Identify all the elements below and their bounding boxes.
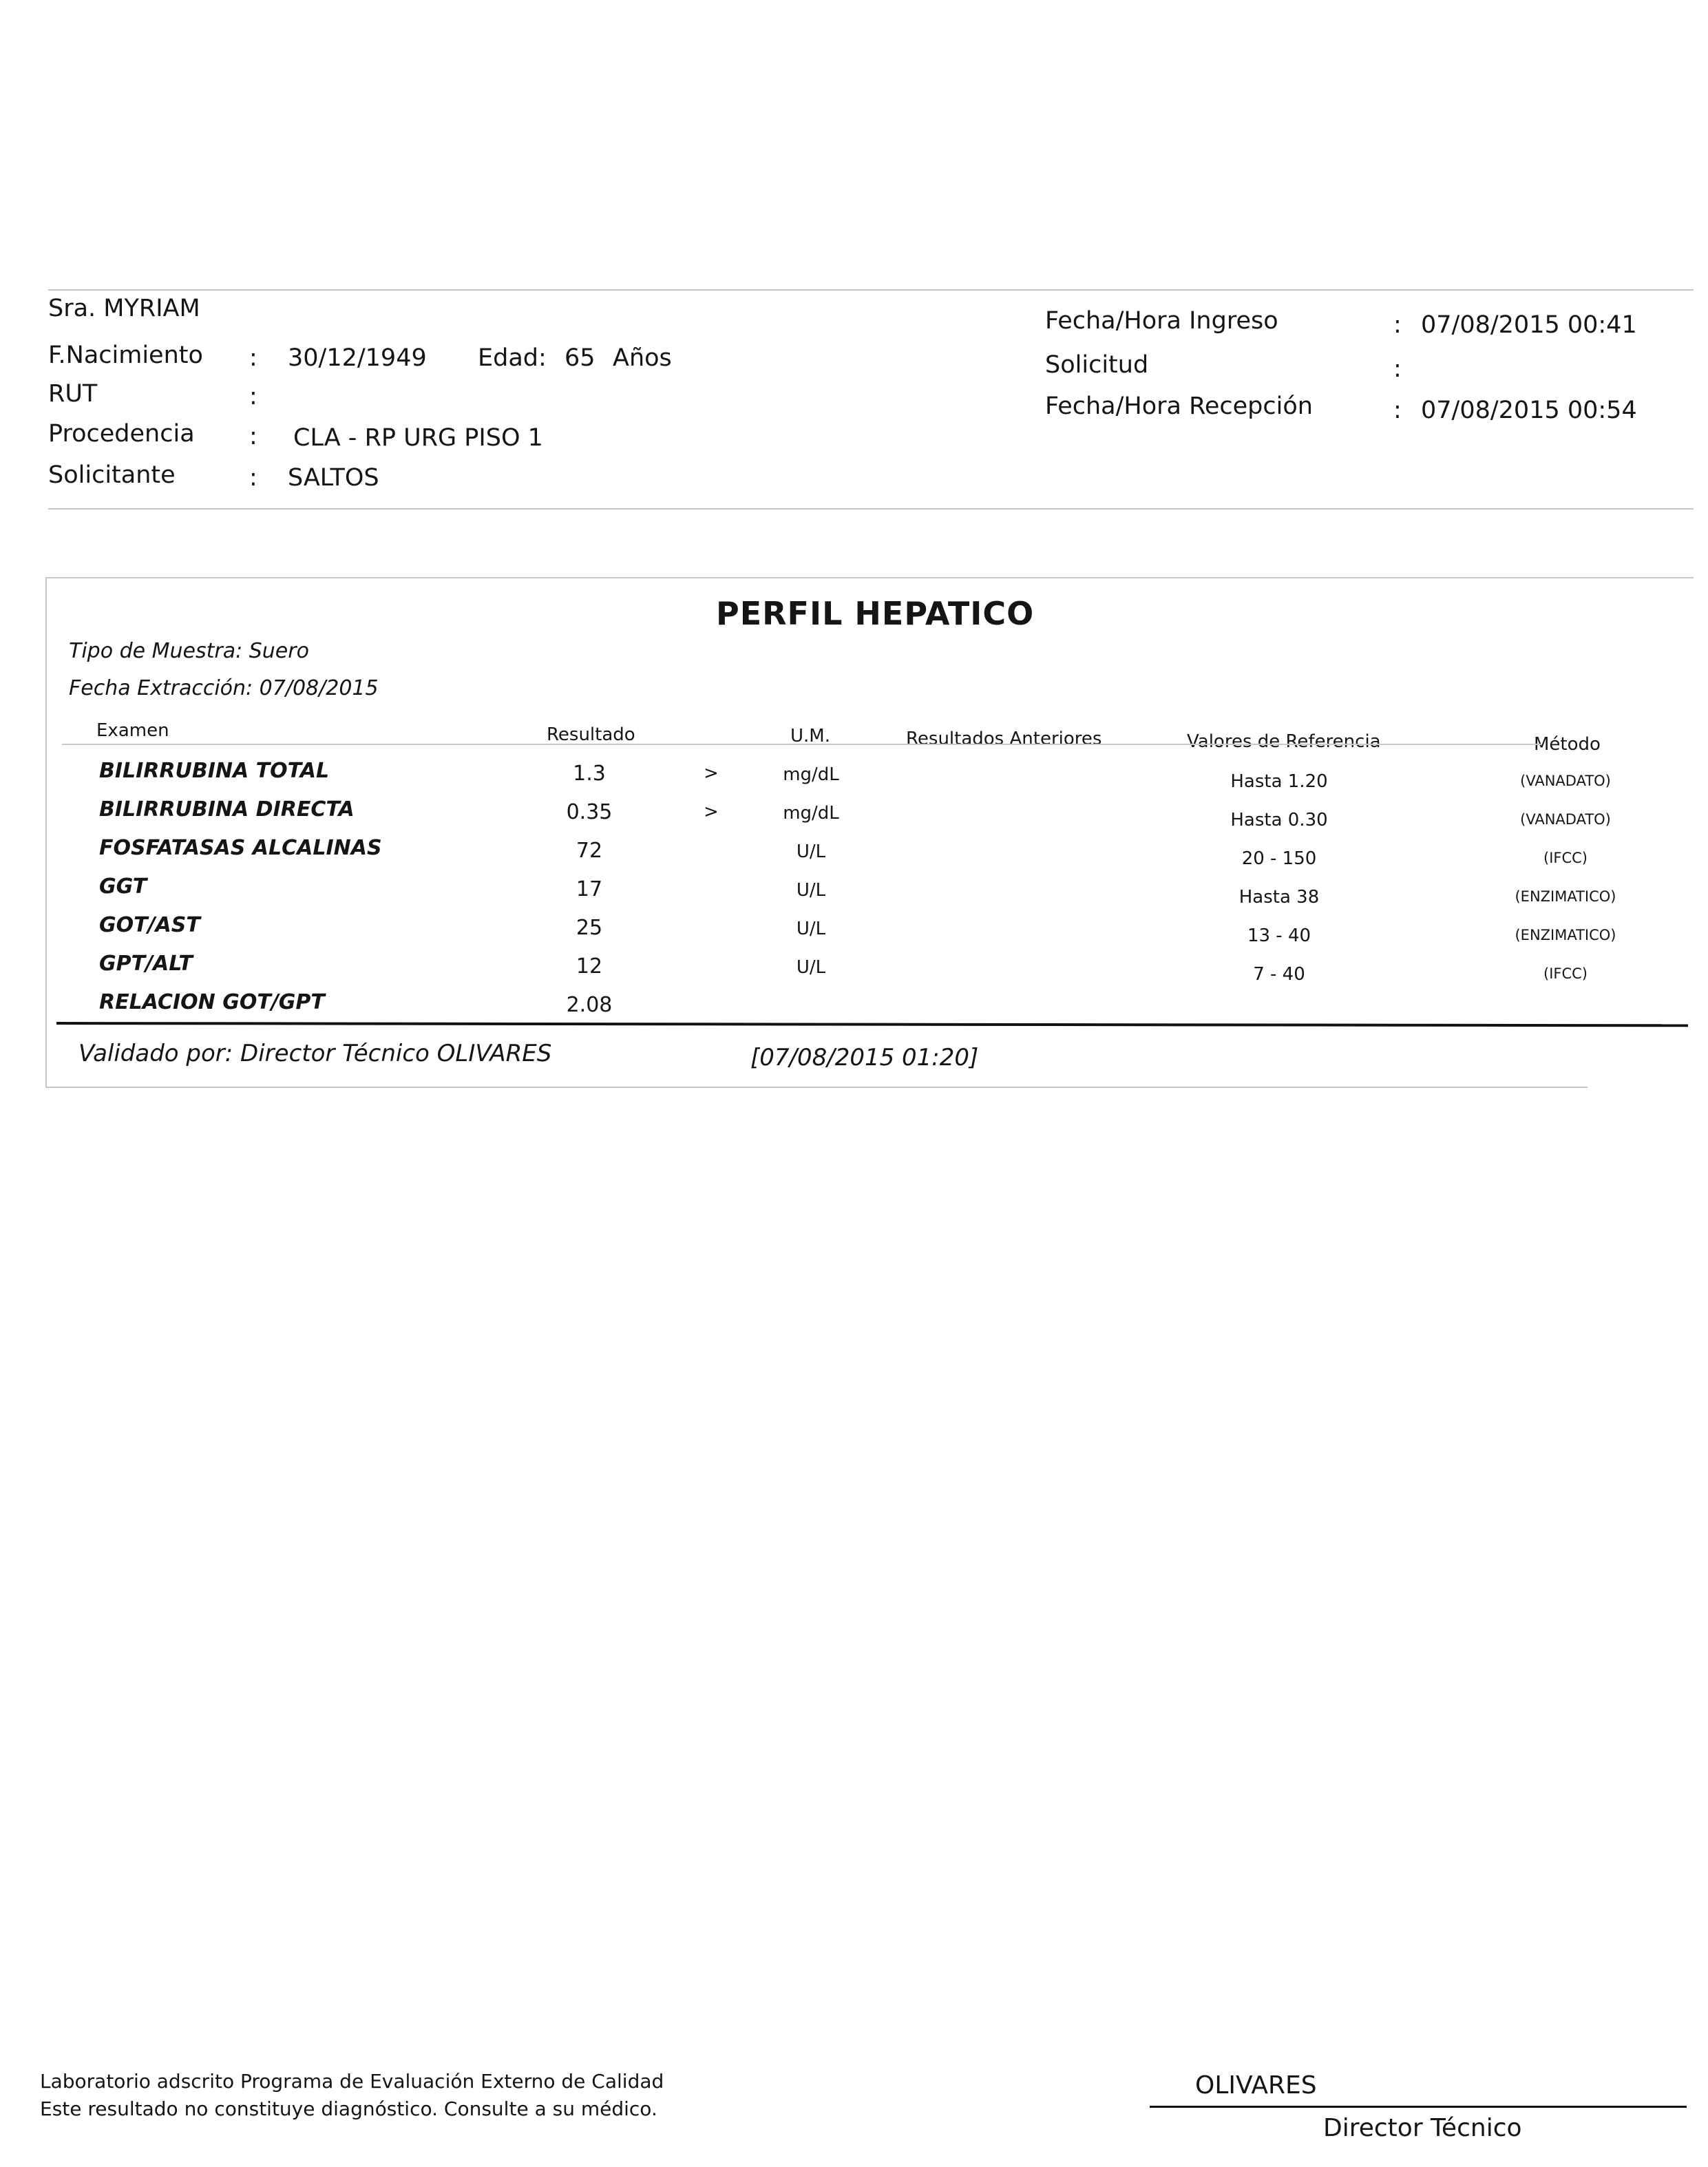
unit-value: U/L <box>796 880 826 901</box>
signer-title: Director Técnico <box>1323 2114 1522 2142</box>
extraction-date: Fecha Extracción: 07/08/2015 <box>69 676 379 700</box>
result-value: 2.08 <box>566 993 613 1017</box>
exam-name: BILIRRUBINA TOTAL <box>99 759 330 783</box>
exam-name: RELACION GOT/GPT <box>99 990 325 1014</box>
age-value: 65 <box>565 344 595 372</box>
exam-name: GGT <box>99 875 147 899</box>
solicitud-colon: : <box>1393 355 1402 383</box>
exam-name: FOSFATASAS ALCALINAS <box>99 836 382 860</box>
reference-value: 13 - 40 <box>1247 925 1311 946</box>
solicitud-label: Solicitud <box>1045 351 1149 379</box>
footer-line-1: Laboratorio adscrito Programa de Evaluación Externo de Calidad <box>40 2070 664 2093</box>
exam-name: GPT/ALT <box>99 952 193 976</box>
birth-label: F.Nacimiento <box>48 342 203 369</box>
exam-name: GOT/AST <box>99 913 200 937</box>
ingreso-label: Fecha/Hora Ingreso <box>1045 307 1278 335</box>
requester-value: SALTOS <box>288 464 379 492</box>
signature-line <box>1150 2106 1687 2108</box>
footer-line-2: Este resultado no constituye diagnóstico. Consulte a su médico. <box>40 2097 657 2120</box>
origin-colon: : <box>249 423 257 450</box>
age-label: Edad: <box>478 344 547 372</box>
requester-label: Solicitante <box>48 461 176 489</box>
header-bottom-rule <box>48 508 1694 510</box>
result-value: 72 <box>576 839 603 863</box>
result-value: 25 <box>576 916 603 940</box>
col-previous: Resultados Anteriores <box>906 729 1102 749</box>
col-exam: Examen <box>96 720 169 741</box>
reference-value: Hasta 38 <box>1238 887 1320 908</box>
method-value: (IFCC) <box>1543 965 1588 982</box>
requester-colon: : <box>249 464 257 492</box>
validated-at: [07/08/2015 01:20] <box>750 1044 979 1071</box>
method-value: (IFCC) <box>1543 850 1588 866</box>
reference-value: 7 - 40 <box>1253 964 1305 985</box>
unit-value: U/L <box>796 957 826 978</box>
result-value: 1.3 <box>573 762 606 786</box>
birth-value: 30/12/1949 <box>288 344 427 372</box>
reference-value: Hasta 1.20 <box>1230 771 1328 792</box>
birth-colon: : <box>249 344 257 372</box>
report-left-rule <box>45 577 47 1087</box>
reference-value: 20 - 150 <box>1241 848 1317 869</box>
result-value: 12 <box>576 954 603 978</box>
high-flag: > <box>704 763 719 784</box>
age-unit: Años <box>613 344 672 372</box>
table-bottom-rule <box>56 1022 1688 1027</box>
recepcion-colon: : <box>1393 397 1402 424</box>
rut-colon: : <box>249 383 257 410</box>
origin-value: CLA - RP URG PISO 1 <box>293 424 543 452</box>
unit-value: U/L <box>796 919 826 939</box>
report-bottom-rule <box>45 1087 1588 1088</box>
method-value: (ENZIMATICO) <box>1515 927 1616 943</box>
signer-name: OLIVARES <box>1195 2071 1317 2100</box>
exam-name: BILIRRUBINA DIRECTA <box>99 797 355 821</box>
col-method: Método <box>1534 734 1601 755</box>
unit-value: U/L <box>796 841 826 862</box>
ingreso-colon: : <box>1393 311 1402 339</box>
validated-by: Validado por: Director Técnico OLIVARES <box>78 1040 552 1067</box>
result-value: 0.35 <box>566 800 613 824</box>
report-title: PERFIL HEPATICO <box>716 595 1035 632</box>
method-value: (ENZIMATICO) <box>1515 888 1616 905</box>
col-reference: Valores de Referencia <box>1187 731 1381 752</box>
report-top-rule <box>45 577 1694 578</box>
high-flag: > <box>704 802 719 822</box>
rut-label: RUT <box>48 380 98 408</box>
sample-type: Tipo de Muestra: Suero <box>69 639 309 663</box>
result-value: 17 <box>576 877 603 901</box>
header-top-rule <box>48 289 1694 291</box>
col-unit: U.M. <box>790 726 830 746</box>
unit-value: mg/dL <box>783 764 839 785</box>
ingreso-value: 07/08/2015 00:41 <box>1421 311 1637 339</box>
recepcion-value: 07/08/2015 00:54 <box>1421 397 1637 424</box>
method-value: (VANADATO) <box>1520 773 1611 789</box>
origin-label: Procedencia <box>48 420 195 448</box>
patient-name: Sra. MYRIAM <box>48 295 200 322</box>
unit-value: mg/dL <box>783 803 839 824</box>
col-result: Resultado <box>547 724 635 745</box>
method-value: (VANADATO) <box>1520 811 1611 828</box>
recepcion-label: Fecha/Hora Recepción <box>1045 392 1313 420</box>
column-header-rule <box>62 744 1542 745</box>
reference-value: Hasta 0.30 <box>1230 810 1328 830</box>
